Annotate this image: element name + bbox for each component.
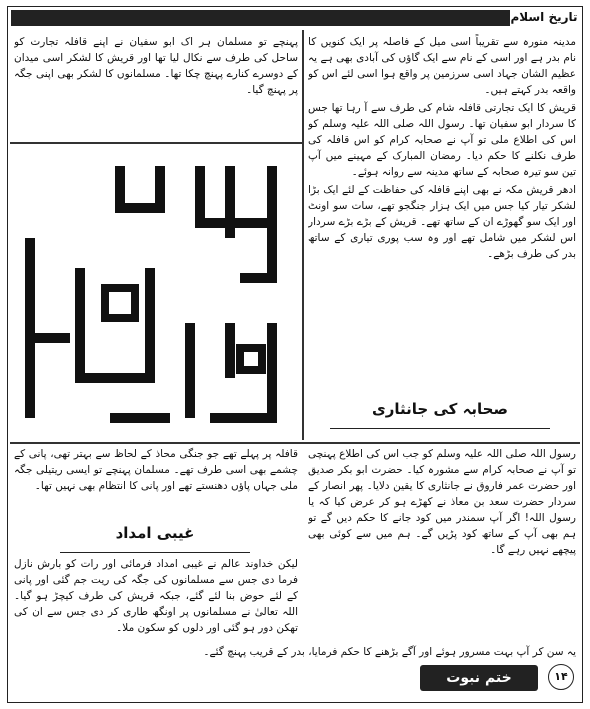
right-paragraph-1: مدینہ منورہ سے تقریباً اسی میل کے فاصلہ پر ایک کنویں کا نام بدر ہے اور اسی کے نام سے ایک گاؤں کی آبادی بھی ہے یہ عظیم الشان جہاد اسی سرزمین پر واقع ہوا اسی لئے اس کو واقعہ بدر کہتے ہیں۔ [308,36,576,96]
section2-intro-paragraph: قافلہ پر پہلے تھے جو جنگی محاذ کے لحاظ سے بہتر تھی، پانی کے چشمے بھی اسی طرف تھے۔ مسلمان پہنچے تو ایسی ریتیلی جگہ ملی جہاں پاؤں دھنستے تھے اور پانی کا انتظام بھی نہیں تھا۔ [14,448,298,492]
section-heading-jaanisaari: صحابہ کی جانثاری [372,400,508,418]
bottom-line: یہ سن کر آپ بہت مسرور ہوئے اور آگے بڑھنے کا حکم فرمایا، بدر کے قریب پہنچ گئے۔ [203,646,576,658]
section1-paragraph: رسول اللہ صلی اللہ علیہ وسلم کو جب اس کی اطلاع پہنچی تو آپ نے صحابہ کرام سے مشورہ کیا۔ حضرت ابو بکر صدیق اور حضرت عمر فاروق نے جانثاری کا یقین دلایا۔ پھر انصار کے سردار حضرت سعد بن معاذ نے کھڑے ہو کر عرض کیا کہ یا رسول اللہ! اگر آپ سمندر میں کود جانے کا حکم دیں گے تو ہم بھی آپ کے ساتھ کود پڑیں گے۔ ہم میں سے کوئی بھی پیچھے نہیں رہے گا۔ [308,448,576,556]
calligraphy-logo [10,148,300,440]
section2-paragraph: لیکن خداوند عالم نے غیبی امداد فرمائی اور رات کو بارش نازل فرما دی جس سے مسلمانوں کی جگہ کی ریت جم گئی اور پانی کے لئے حوض بنا لئے گئے، جبکہ قریش کی طرف کیچڑ ہو گیا۔ اللہ تعالیٰ نے مسلمانوں پر اونگھ طاری کر دی جس سے ان کی تھکن دور ہو گئی اور دلوں کو سکون ملا۔ [14,558,298,634]
mid-divider [10,442,580,444]
bottom-line-text [14,644,576,662]
heading-rule-2 [60,552,250,553]
calligraphy-logo-icon [10,148,300,440]
page-title: تاریخ اسلام [510,7,578,27]
right-column-text [308,34,576,384]
header-bar [11,10,511,26]
left-column-text [14,34,298,138]
right-paragraph-2: قریش کا ایک تجارتی قافلہ شام کی طرف سے آ رہا تھا جس کا سردار ابو سفیان تھا۔ رسول اللہ صلی اللہ علیہ وسلم کو اس کی اطلاع ملی تو آپ نے صحابہ کرام کو اس قافلہ کی طرف نکلنے کا حکم دیا۔ رمضان المبارک کے مہینے میں آپ تین سو تیرہ صحابہ کے ساتھ مدینہ سے روانہ ہوئے۔ [308,102,576,178]
column-divider [302,30,304,440]
left-divider [10,142,302,144]
section-heading-ghaibi-imdad: غیبی امداد [115,524,195,542]
page-number: ۱۴ [548,664,574,690]
section1-text [308,446,576,642]
section2-text [14,556,298,642]
section2-intro-text [14,446,298,514]
left-paragraph: پہنچے تو مسلمان ہر اک ابو سفیان نے اپنے قافلہ تجارت کو ساحل کی طرف سے نکال لیا تھا اور قریش کا لشکر اسی میدان کے دوسرے کنارے پہنچ چکا تھا۔ مسلمانوں کا لشکر بھی اپنی جگہ پر پہنچ گیا۔ [14,36,298,96]
heading-rule [330,428,550,429]
right-paragraph-3: ادھر قریش مکہ نے بھی اپنے قافلہ کی حفاظت کے لئے ایک بڑا لشکر تیار کیا جس میں ایک ہزار جنگجو تھے، سات سو اونٹ اور ایک سو گھوڑے ان کے ساتھ تھے۔ قریش کے بڑے بڑے سردار اس لشکر میں شامل تھے اور وہ سب پوری تیاری کے ساتھ بدر کی طرف بڑھے۔ [308,184,576,260]
footer-label: ختم نبوت [446,670,512,686]
